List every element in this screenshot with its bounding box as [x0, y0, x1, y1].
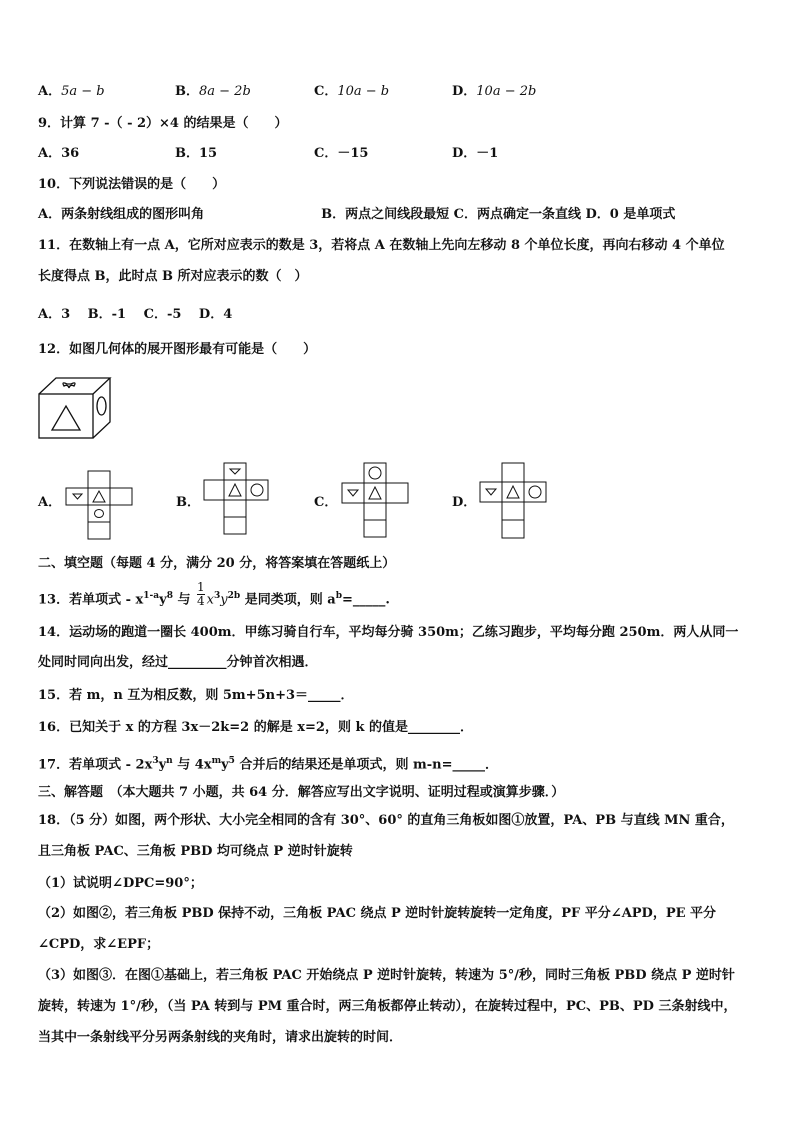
q8-option-b: B．8a − 2b	[175, 84, 251, 99]
q16-text: 16．已知关于 x 的方程 3x－2k=2 的解是 x=2，则 k 的值是________．	[38, 720, 474, 735]
q8-option-d: D．10a − 2b	[452, 84, 537, 99]
q8-option-a: A．5a − b	[38, 84, 105, 99]
q18-line1: 18．（5 分）如图，两个形状、大小完全相同的含有 30°、60° 的直角三角板如图①放置，PA、PB 与直线 MN 重合，	[38, 813, 734, 828]
q14-line2: 处同时同向出发，经过_________分钟首次相遇．	[38, 655, 318, 670]
net-option-c	[340, 462, 410, 540]
q12-option-c-label: C．	[314, 495, 338, 510]
q12-option-d-label: D．	[452, 495, 477, 510]
q9-stem: 9．计算 7 -（ - 2）×4 的结果是（ ）	[38, 116, 288, 131]
q9-option-b: B．15	[175, 146, 218, 161]
q18-part3-line1: （3）如图③．在图①基础上，若三角板 PAC 开始绕点 P 逆时针旋转，转速为 5°/秒，同时三角板 PBD 绕点 P 逆时针	[38, 968, 735, 983]
q10-options: A．两条射线组成的图形叫角 B．两点之间线段最短 C．两点确定一条直线 D．0 是单项式	[38, 207, 676, 222]
section3-heading: 三、解答题 （本大题共 7 小题，共 64 分．解答应写出文字说明、证明过程或演算步骤．）	[38, 785, 565, 800]
q12-option-b-label: B．	[176, 495, 200, 510]
q12-stem: 12．如图几何体的展开图形最有可能是（ ）	[38, 342, 317, 357]
q18-part1: （1）试说明∠DPC=90°；	[38, 876, 203, 891]
q11-options: A．3 B．-1 C．-5 D．4	[38, 307, 233, 322]
net-option-a	[64, 470, 134, 540]
net-option-b	[202, 462, 274, 536]
q11-stem-line2: 长度得点 B，此时点 B 所对应表示的数（ ）	[38, 269, 308, 284]
q9-option-a: A．36	[38, 146, 80, 161]
q12-option-a-label: A．	[38, 495, 62, 510]
q18-part2-line2: ∠CPD，求∠EPF；	[38, 937, 160, 952]
fraction-one-quarter: $\frac{1}{4}$	[197, 580, 205, 609]
q14-line1: 14．运动场的跑道一圈长 400m．甲练习骑自行车，平均每分骑 350m；乙练习跑步，平均每分跑 250m．两人从同一	[38, 625, 739, 640]
q8-option-c: C．10a − b	[314, 84, 390, 99]
q17-text: 17．若单项式 - $2x^3y^n$ 与 $4x^my^5$ 合并后的结果还是单项式，则 m-n=_____．	[38, 756, 498, 773]
q13-text: 13．若单项式 - $x^{1-a}y^8$ 与 $\frac{1}{4}$ $x^3y^{2b}$ 是同类项，则 $a^b=\_\_\_\_\_$.	[38, 580, 390, 609]
q18-part2-line1: （2）如图②，若三角板 PBD 保持不动，三角板 PAC 绕点 P 逆时针旋转旋转一定角度，PF 平分∠APD，PE 平分	[38, 906, 717, 921]
q18-part3-line3: 当其中一条射线平分另两条射线的夹角时，请求出旋转的时间．	[38, 1030, 403, 1045]
cube-figure	[38, 376, 118, 440]
q9-option-d: D．－1	[452, 146, 499, 161]
section2-heading: 二、填空题（每题 4 分，满分 20 分，将答案填在答题纸上）	[38, 556, 396, 571]
q11-stem-line1: 11．在数轴上有一点 A，它所对应表示的数是 3，若将点 A 在数轴上先向左移动 8 个单位长度，再向右移动 4 个单位	[38, 238, 725, 253]
q9-option-c: C．－15	[314, 146, 369, 161]
q10-stem: 10．下列说法错误的是（ ）	[38, 177, 226, 192]
q18-line2: 且三角板 PAC、三角板 PBD 均可绕点 P 逆时针旋转	[38, 844, 353, 859]
q18-part3-line2: 旋转，转速为 1°/秒，（当 PA 转到与 PM 重合时，两三角板都停止转动），在旋转过程中，PC、PB、PD 三条射线中，	[38, 999, 737, 1014]
net-option-d	[478, 462, 550, 542]
q15-text: 15．若 m，n 互为相反数，则 5m+5n+3＝_____．	[38, 688, 354, 703]
